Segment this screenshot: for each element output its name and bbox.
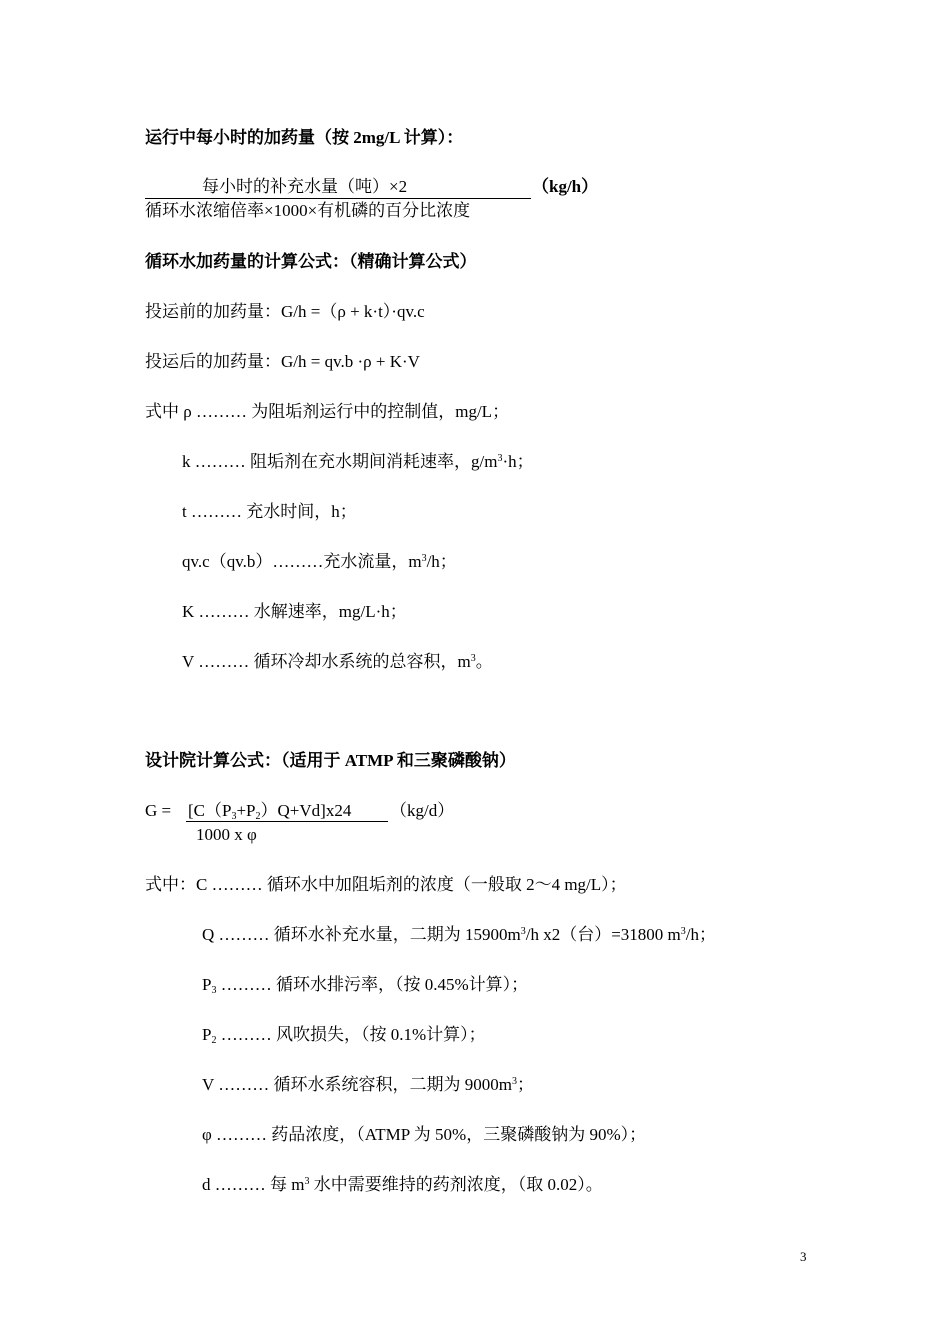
def-Q: Q ……… 循环水补充水量，二期为 $15900m^3/h$ x2（台）=31800 $m^3/h$； bbox=[202, 925, 717, 944]
where-rho: 式中 ρ ……… 为阻垢剂运行中的控制值，mg/L； bbox=[145, 402, 510, 421]
formula2-fraction-bar bbox=[186, 821, 388, 822]
def-P2: $P_2$ ……… 风吹损失，（按 0.1%计算）； bbox=[202, 1025, 486, 1046]
formula-after-operation: 投运后的加药量：G/h = qv.b ·ρ + K·V bbox=[145, 352, 420, 371]
section2-heading: 循环水加药量的计算公式：（精确计算公式） bbox=[145, 252, 477, 271]
formula1-unit: （kg/h） bbox=[532, 177, 599, 196]
formula-before-operation: 投运前的加药量：G/h =（ρ + k·t）·qv.c bbox=[145, 302, 425, 321]
def-k: k ……… 阻垢剂在充水期间消耗速率，$g/m^3\cdot h$； bbox=[182, 452, 534, 471]
def-P3: $P_3$ ……… 循环水排污率，（按 0.45%计算）； bbox=[202, 975, 529, 996]
def-phi: φ ……… 药品浓度，（ATMP 为 50%，三聚磷酸钠为 90%）； bbox=[202, 1125, 647, 1144]
where-C: 式中：C ……… 循环水中加阻垢剂的浓度（一般取 2～4 mg/L）； bbox=[145, 875, 627, 894]
def-qv: qv.c（qv.b）………充水流量，$m^3/h$； bbox=[182, 552, 457, 571]
def-V2: V ……… 循环水系统容积，二期为 $9000m^3$； bbox=[202, 1075, 534, 1094]
section3-heading: 设计院计算公式：（适用于 ATMP 和三聚磷酸钠） bbox=[145, 751, 516, 770]
def-K: K ……… 水解速率，mg/L·h； bbox=[182, 602, 407, 621]
section1-heading: 运行中每小时的加药量（按 2mg/L 计算）： bbox=[145, 128, 464, 147]
def-d: d ……… 每 $m^3$ 水中需要维持的药剂浓度，（取 0.02）。 bbox=[202, 1175, 603, 1194]
formula2-unit: （kg/d） bbox=[390, 801, 455, 820]
def-t: t ……… 充水时间，h； bbox=[182, 502, 357, 521]
formula1-numerator: 每小时的补充水量（吨）×2 bbox=[202, 177, 408, 196]
formula1-denominator: 循环水浓缩倍率×1000×有机磷的百分比浓度 bbox=[145, 201, 471, 220]
formula2-numerator: $[C(P_3+P_2)Q+Vd]x24$ bbox=[188, 801, 352, 822]
formula2-denominator: 1000 x φ bbox=[196, 825, 257, 844]
page-number: 3 bbox=[800, 1249, 807, 1264]
formula1-fraction-bar bbox=[145, 198, 531, 199]
formula2-G-label: G = bbox=[145, 801, 172, 820]
def-V: V ……… 循环冷却水系统的总容积，$m^3$。 bbox=[182, 652, 493, 671]
